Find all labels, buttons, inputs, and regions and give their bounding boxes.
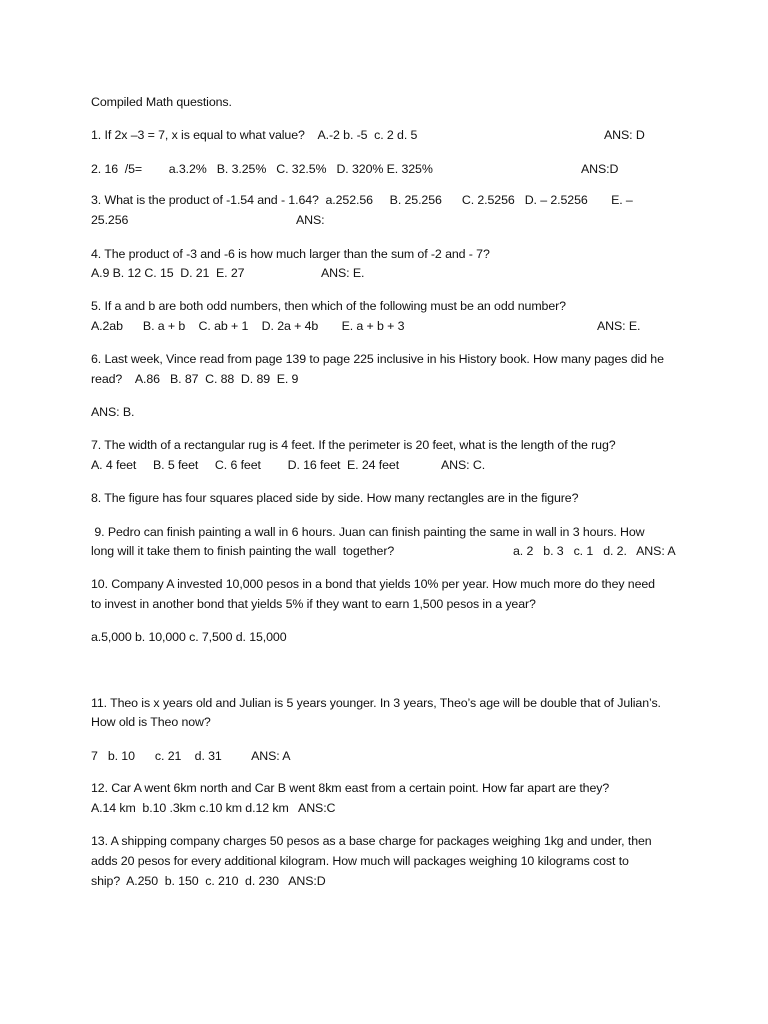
question-9-line-2: long will it take them to finish painting the wall together? [91, 544, 395, 558]
question-6-answer: ANS: B. [91, 405, 135, 419]
question-9-line-1: 9. Pedro can finish painting a wall in 6 hours. Juan can finish painting the same in wall in 3 hours. How [91, 525, 645, 539]
question-5-line-1: 5. If a and b are both odd numbers, then which of the following must be an odd number? [91, 299, 566, 313]
question-5-line-2: A.2ab B. a + b C. ab + 1 D. 2a + 4b E. a + b + 3 [91, 319, 405, 333]
question-7-line-1: 7. The width of a rectangular rug is 4 feet. If the perimeter is 20 feet, what is the length of the rug? [91, 438, 616, 452]
question-8-text: 8. The figure has four squares placed side by side. How many rectangles are in the figure? [91, 491, 579, 505]
question-6-line-2: read? A.86 B. 87 C. 88 D. 89 E. 9 [91, 372, 299, 386]
question-2-text: 2. 16 /5= a.3.2% B. 3.25% C. 32.5% D. 320% E. 325% [91, 162, 433, 176]
question-13-line-3: ship? A.250 b. 150 c. 210 d. 230 ANS:D [91, 874, 326, 888]
question-2-answer: ANS:D [581, 162, 619, 176]
question-4-line-1: 4. The product of -3 and -6 is how much larger than the sum of -2 and - 7? [91, 247, 490, 261]
question-11-choices-answer: 7 b. 10 c. 21 d. 31 ANS: A [91, 749, 291, 763]
question-6-line-1: 6. Last week, Vince read from page 139 to page 225 inclusive in his History book. How many pages did he [91, 352, 664, 366]
question-4-answer: ANS: E. [321, 266, 365, 280]
question-3-answer: ANS: [296, 213, 325, 227]
question-10-line-2: to invest in another bond that yields 5% if they want to earn 1,500 pesos in a year? [91, 597, 536, 611]
question-13-line-1: 13. A shipping company charges 50 pesos as a base charge for packages weighing 1kg and under, then [91, 834, 652, 848]
question-7-line-2: A. 4 feet B. 5 feet C. 6 feet D. 16 feet E. 24 feet [91, 458, 400, 472]
question-5-answer: ANS: E. [597, 319, 641, 333]
question-11-line-1: 11. Theo is x years old and Julian is 5 years younger. In 3 years, Theo’s age will be double that of Julian’s. [91, 696, 661, 710]
question-10-line-1: 10. Company A invested 10,000 pesos in a bond that yields 10% per year. How much more do they need [91, 577, 655, 591]
question-12-line-1: 12. Car A went 6km north and Car B went 8km east from a certain point. How far apart are they? [91, 781, 610, 795]
document-title: Compiled Math questions. [91, 95, 232, 109]
question-9-choices-answer: a. 2 b. 3 c. 1 d. 2. ANS: A [513, 544, 676, 558]
question-4-line-2: A.9 B. 12 C. 15 D. 21 E. 27 [91, 266, 245, 280]
question-11-line-2: How old is Theo now? [91, 715, 211, 729]
question-3-line-2: 25.256 [91, 213, 129, 227]
question-12-line-2: A.14 km b.10 .3km c.10 km d.12 km ANS:C [91, 801, 336, 815]
question-1-answer: ANS: D [604, 128, 645, 142]
question-1-text: 1. If 2x –3 = 7, x is equal to what value? A.-2 b. -5 c. 2 d. 5 [91, 128, 418, 142]
question-7-answer: ANS: C. [441, 458, 486, 472]
question-13-line-2: adds 20 pesos for every additional kilogram. How much will packages weighing 10 kilograms cost to [91, 854, 629, 868]
question-10-choices: a.5,000 b. 10,000 c. 7,500 d. 15,000 [91, 630, 287, 644]
question-3-line-1: 3. What is the product of -1.54 and - 1.64? a.252.56 B. 25.256 C. 2.5256 D. – 2.5256 E. – [91, 193, 633, 207]
